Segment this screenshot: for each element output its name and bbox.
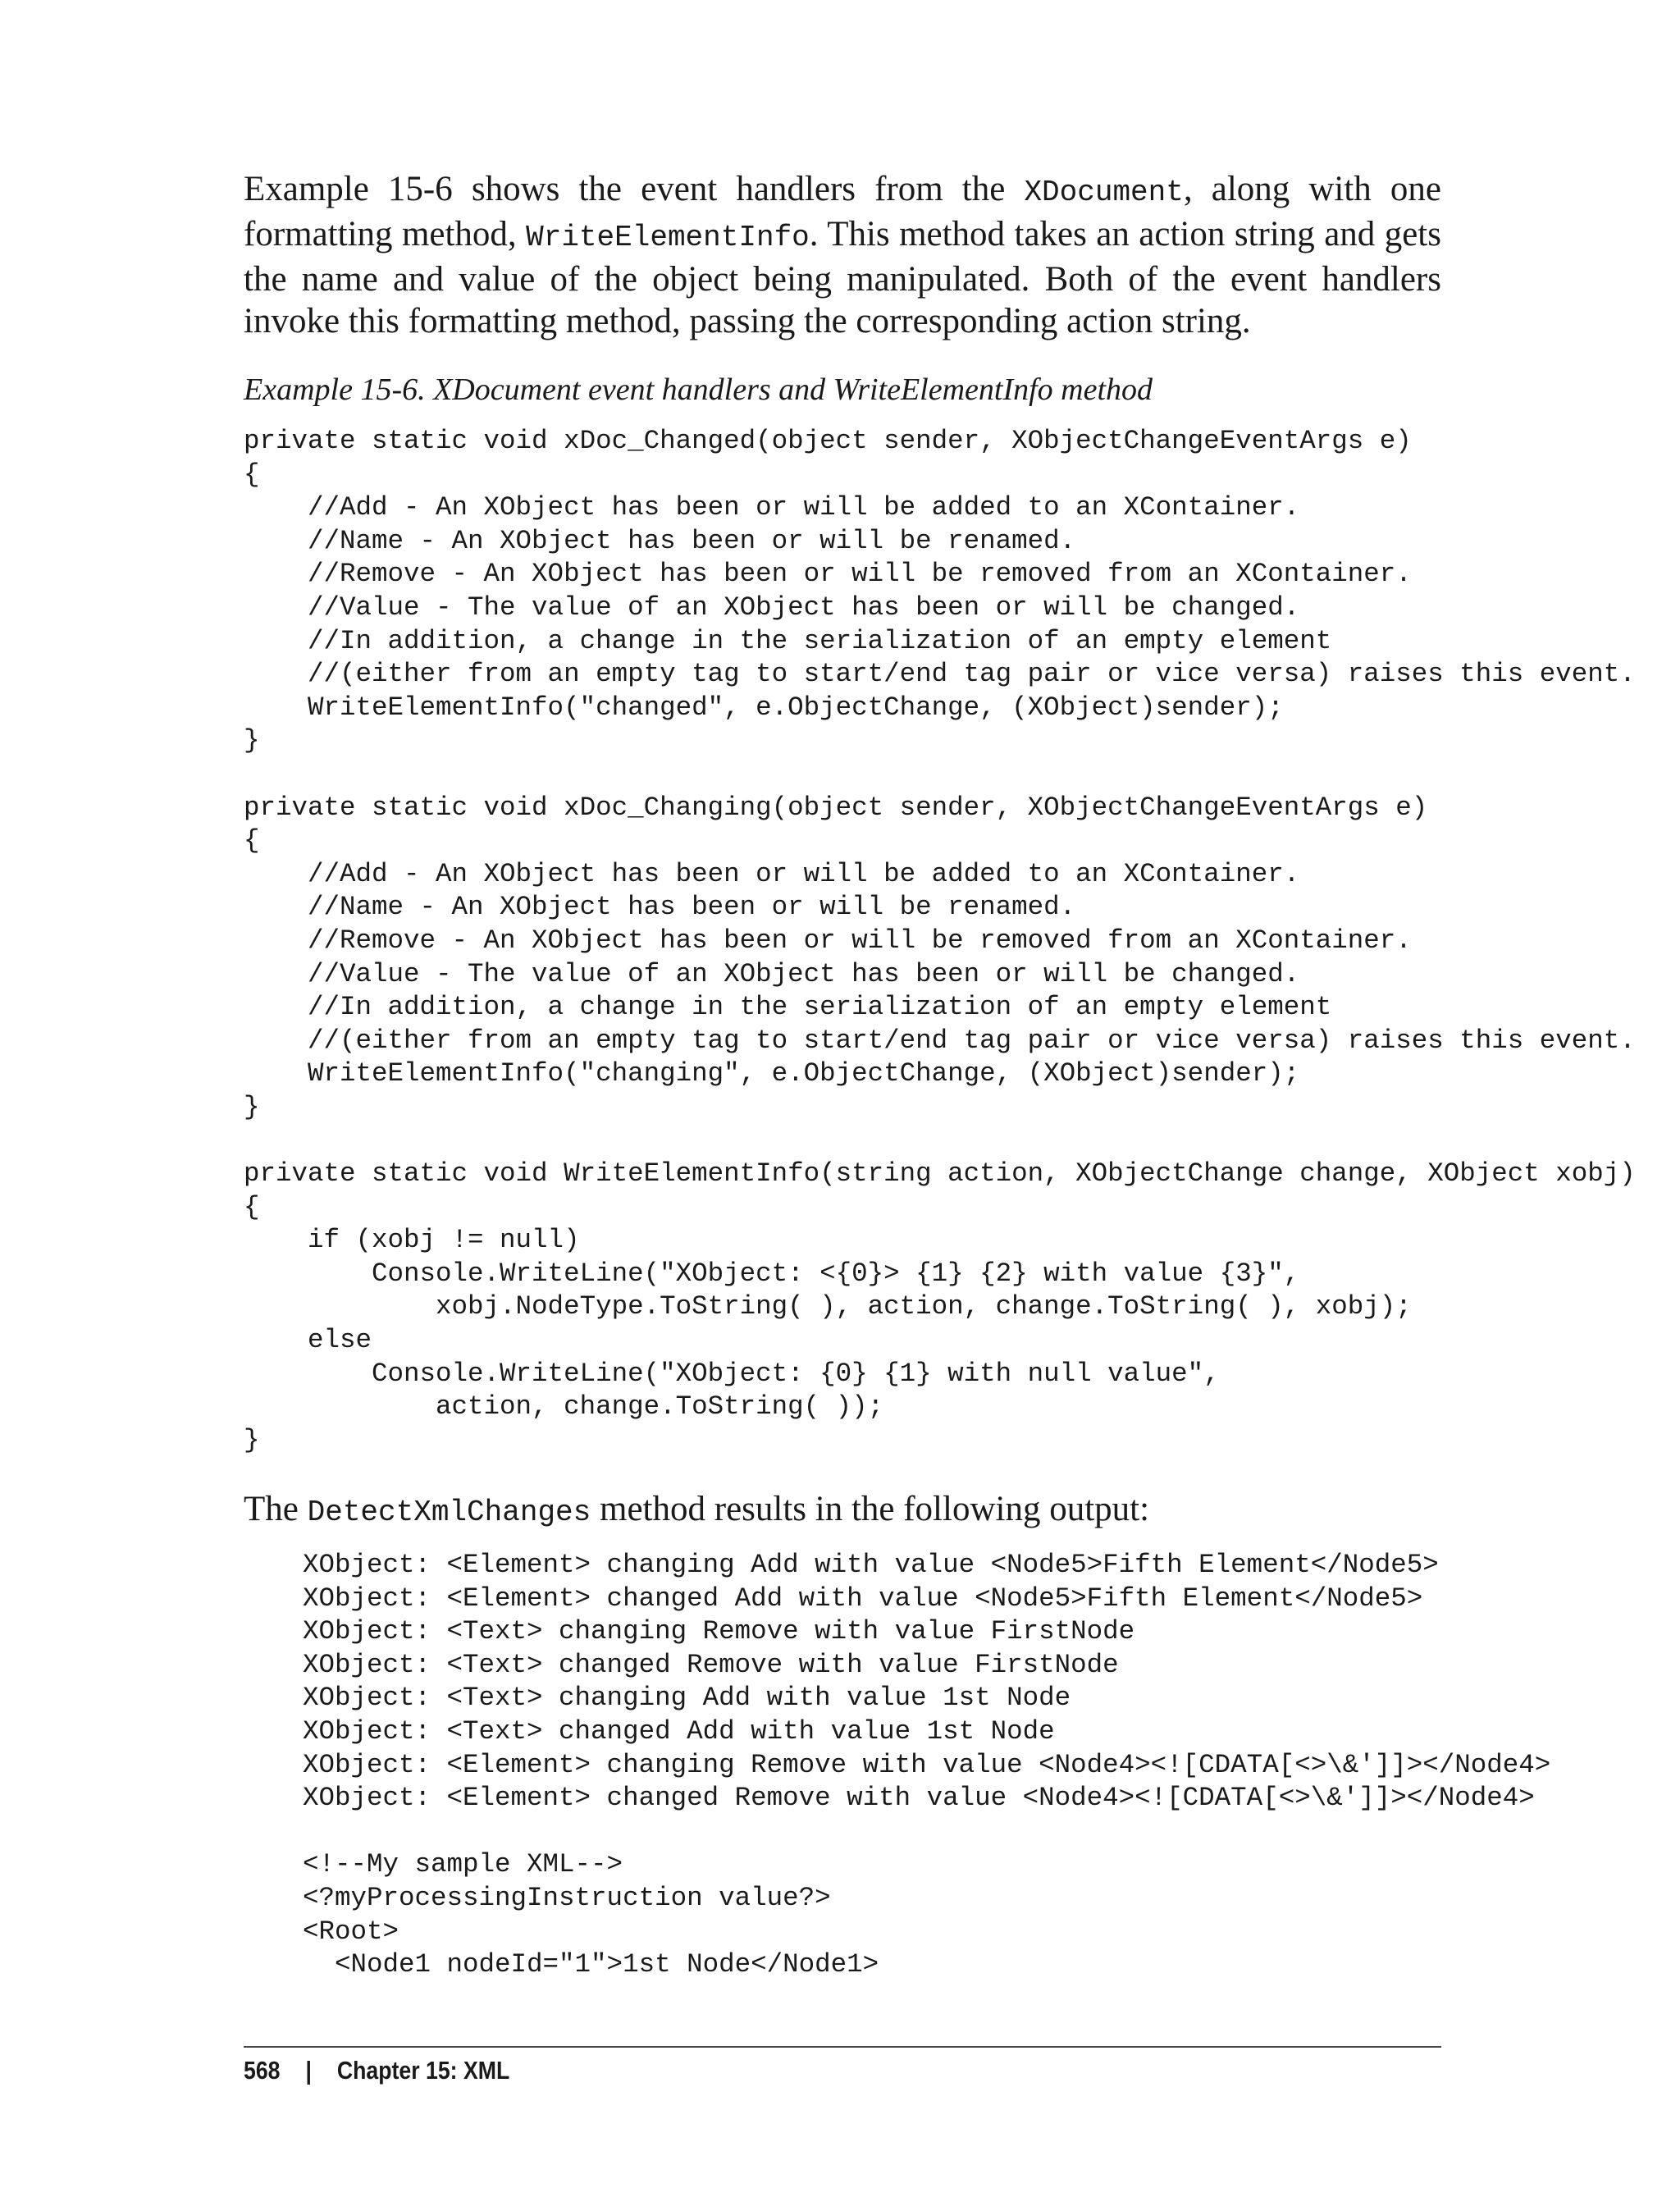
output-intro-paragraph	[244, 1487, 1149, 1536]
outro-code-detectxmlchanges: DetectXmlChanges	[307, 1496, 591, 1529]
intro-text-1: Example 15-6 shows the event handlers from the	[244, 170, 1025, 208]
page-footer	[244, 2053, 509, 2089]
example-caption: Example 15-6. XDocument event handlers and WriteElementInfo method	[244, 372, 1153, 407]
footer-separator: |	[305, 2056, 312, 2085]
page-number: 568	[244, 2056, 281, 2085]
intro-code-xdocument: XDocument	[1024, 176, 1184, 209]
intro-code-writeelementinfo: WriteElementInfo	[526, 221, 810, 254]
intro-text-2: , along with one formatting method,	[244, 170, 1441, 253]
outro-text-2: method results in the following output:	[591, 1490, 1150, 1528]
code-listing: private static void xDoc_Changed(object sender, XObjectChangeEventArgs e) { //Add - An XObject has been or will be added to an XContainer. //Name - An XObject has been or will be renamed. //Remove - An XObject has been or will be removed from an XContainer. //Value - The value of an XObject has been or will be changed. //In addition, a change in the serialization of an empty element //(either from an empty tag to start/end tag pair or vice versa) raises this event. WriteElementInfo("changed", e.ObjectChange, (XObject)sender); } private static void xDoc_Changing(object sender, XObjectChangeEventArgs e) { //Add - An XObject has been or will be added to an XContainer. //Name - An XObject has been or will be renamed. //Remove - An XObject has been or will be removed from an XContainer. //Value - The value of an XObject has been or will be changed. //In addition, a change in the serialization of an empty element //(either from an empty tag to start/end tag pair or vice versa) raises this event. WriteElementInfo("changing", e.ObjectChange, (XObject)sender); } private static void WriteElementInfo(string action, XObjectChange change, XObject xobj) { if (xobj != null) Console.WriteLine("XObject: <{0}> {1} {2} with value {3}", xobj.NodeType.ToString( ), action, change.ToString( ), xobj); else Console.WriteLine("XObject: {0} {1} with null value", action, change.ToString( )); }	[244, 426, 1636, 1455]
intro-paragraph	[244, 168, 1441, 342]
outro-text-1: The	[244, 1490, 308, 1528]
footer-rule	[244, 2046, 1441, 2048]
chapter-title: Chapter 15: XML	[336, 2056, 510, 2085]
intro-text-3: . This method takes an action string and gets the name and value of the object being manipulated. Both of the event handlers invoke this formatting method, passing the corresponding action string.	[244, 215, 1441, 340]
console-output: XObject: <Element> changing Add with value <Node5>Fifth Element</Node5> XObject: <Element> changed Add with value <Node5>Fifth Element</Node5> XObject: <Text> changing Remove with value FirstNode XObject: <Text> changed Remove with value FirstNode XObject: <Text> changing Add with value 1st Node XObject: <Text> changed Add with value 1st Node XObject: <Element> changing Remove with value <Node4><![CDATA[<>\&']]></Node4> XObject: <Element> changed Remove with value <Node4><![CDATA[<>\&']]></Node4> <!--My sample XML--> <?myProcessingInstruction value?> <Root> <Node1 nodeId="1">1st Node</Node1>	[303, 1550, 1551, 1980]
